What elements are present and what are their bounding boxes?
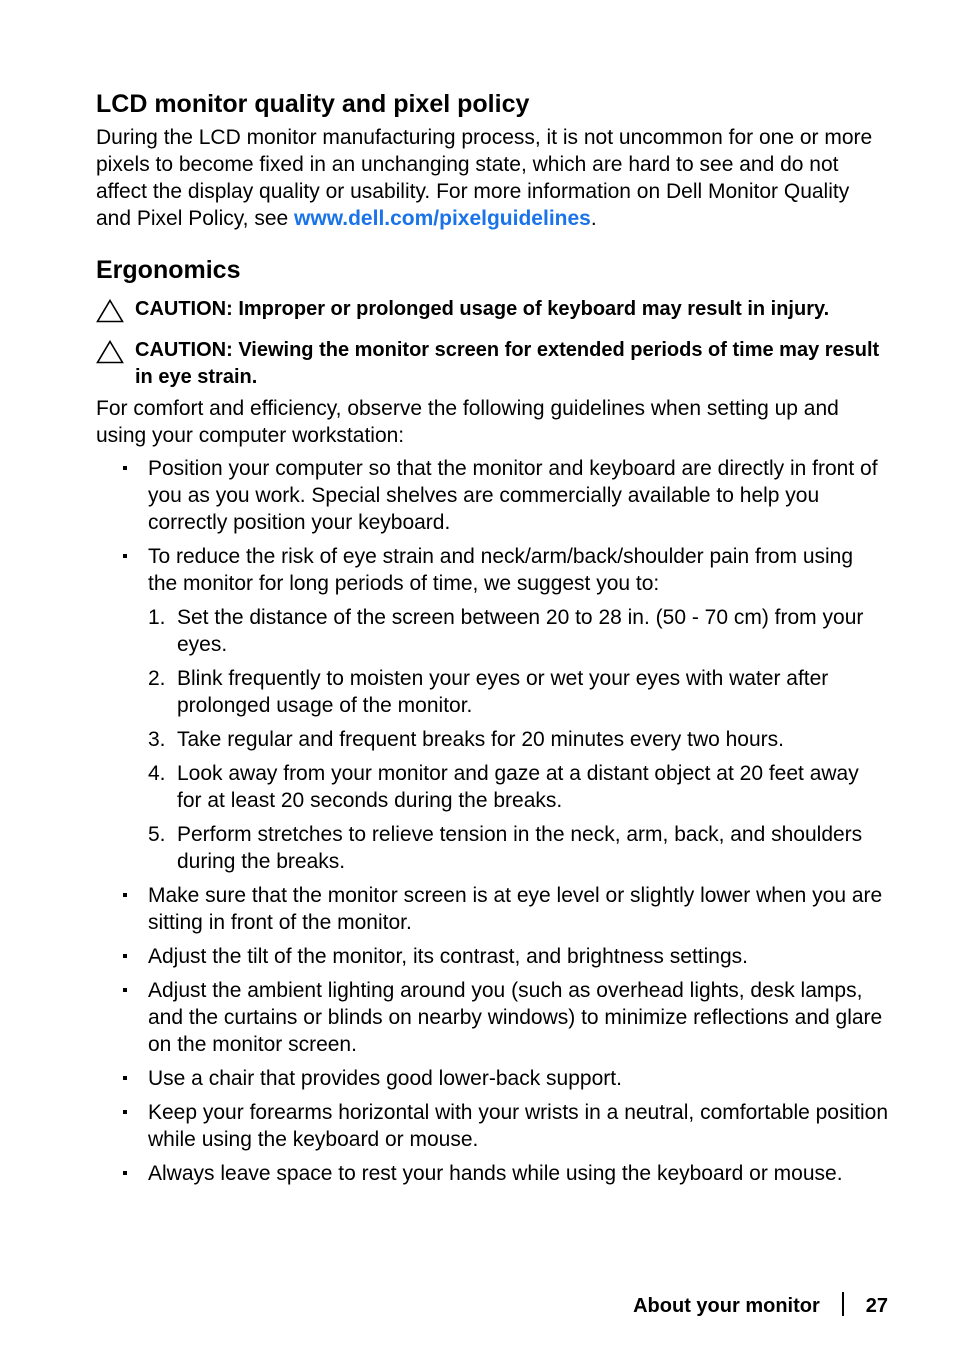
pixel-policy-text: During the LCD monitor manufacturing process, it is not uncommon for one or more pixels to become fixed in an unchanging state, which are hard to see and do not affect the display quality or usability. For more information on Dell Monitor Quality and Pixel Policy, see	[96, 126, 873, 230]
step-number: 1.	[148, 606, 166, 629]
step-item	[148, 604, 888, 658]
step-item	[148, 760, 888, 814]
page-footer	[633, 1292, 888, 1320]
ergonomics-intro: For comfort and efficiency, observe the following guidelines when setting up and using your computer workstation:	[96, 397, 839, 447]
guidelines-list	[96, 455, 888, 1187]
pixel-policy-paragraph	[96, 124, 888, 232]
step-item	[148, 665, 888, 719]
step-number: 4.	[148, 762, 166, 785]
list-item	[96, 543, 888, 875]
footer-divider	[842, 1292, 844, 1316]
list-item-text: Use a chair that provides good lower-back support.	[148, 1067, 622, 1090]
step-number: 3.	[148, 728, 166, 751]
list-item-text: Adjust the ambient lighting around you (such as overhead lights, desk lamps, and the curtains or blinds on nearby windows) to minimize reflections and glare on the monitor screen.	[148, 979, 883, 1056]
list-item	[96, 1065, 888, 1092]
bullet-icon	[123, 1171, 127, 1175]
bullet-icon	[123, 1076, 127, 1080]
pixel-policy-period: .	[590, 207, 597, 230]
caution-eye-strain	[96, 337, 888, 391]
list-item-text: Position your computer so that the monitor and keyboard are directly in front of you as you work. Special shelves are commercially available to help you correctly position your keyboard.	[148, 457, 878, 534]
bullet-icon	[123, 554, 127, 558]
footer-section-name: About your monitor	[633, 1295, 820, 1317]
caution-triangle-icon	[96, 299, 124, 323]
step-text: Blink frequently to moisten your eyes or wet your eyes with water after prolonged usage of the monitor.	[177, 667, 829, 717]
step-text: Perform stretches to relieve tension in the neck, arm, back, and shoulders during the breaks.	[177, 823, 863, 873]
step-item	[148, 726, 888, 753]
step-number: 5.	[148, 823, 166, 846]
list-item-text: To reduce the risk of eye strain and neck/arm/back/shoulder pain from using the monitor for long periods of time, we suggest you to:	[148, 545, 854, 595]
step-text: Look away from your monitor and gaze at a distant object at 20 feet away for at least 20 seconds during the breaks.	[177, 762, 859, 812]
document-page	[96, 88, 888, 1194]
pixel-guidelines-link[interactable]: www.dell.com/pixelguidelines	[294, 207, 591, 230]
bullet-icon	[123, 988, 127, 992]
bullet-icon	[123, 1110, 127, 1114]
list-item-text: Keep your forearms horizontal with your wrists in a neutral, comfortable position while using the keyboard or mouse.	[148, 1101, 889, 1151]
bullet-icon	[123, 954, 127, 958]
caution-keyboard-text: CAUTION: Improper or prolonged usage of keyboard may result in injury.	[135, 298, 830, 320]
page-number: 27	[865, 1295, 888, 1317]
step-text: Take regular and frequent breaks for 20 minutes every two hours.	[177, 728, 784, 751]
caution-eye-strain-text: CAUTION: Viewing the monitor screen for extended periods of time may result in eye strain.	[135, 339, 880, 388]
list-item	[96, 882, 888, 936]
bullet-icon	[123, 893, 127, 897]
list-item	[96, 455, 888, 536]
step-item	[148, 821, 888, 875]
list-item	[96, 1160, 888, 1187]
caution-triangle-icon	[96, 340, 124, 364]
eye-strain-steps	[148, 604, 888, 875]
bullet-icon	[123, 466, 127, 470]
step-number: 2.	[148, 667, 166, 690]
list-item-text: Adjust the tilt of the monitor, its contrast, and brightness settings.	[148, 945, 748, 968]
section-title-ergonomics: Ergonomics	[96, 256, 241, 284]
list-item	[96, 943, 888, 970]
caution-keyboard	[96, 296, 888, 323]
list-item-text: Make sure that the monitor screen is at eye level or slightly lower when you are sitting in front of the monitor.	[148, 884, 883, 934]
list-item-text: Always leave space to rest your hands while using the keyboard or mouse.	[148, 1162, 843, 1185]
list-item	[96, 977, 888, 1058]
step-text: Set the distance of the screen between 20 to 28 in. (50 - 70 cm) from your eyes.	[177, 606, 864, 656]
list-item	[96, 1099, 888, 1153]
section-title-lcd-policy: LCD monitor quality and pixel policy	[96, 90, 530, 118]
